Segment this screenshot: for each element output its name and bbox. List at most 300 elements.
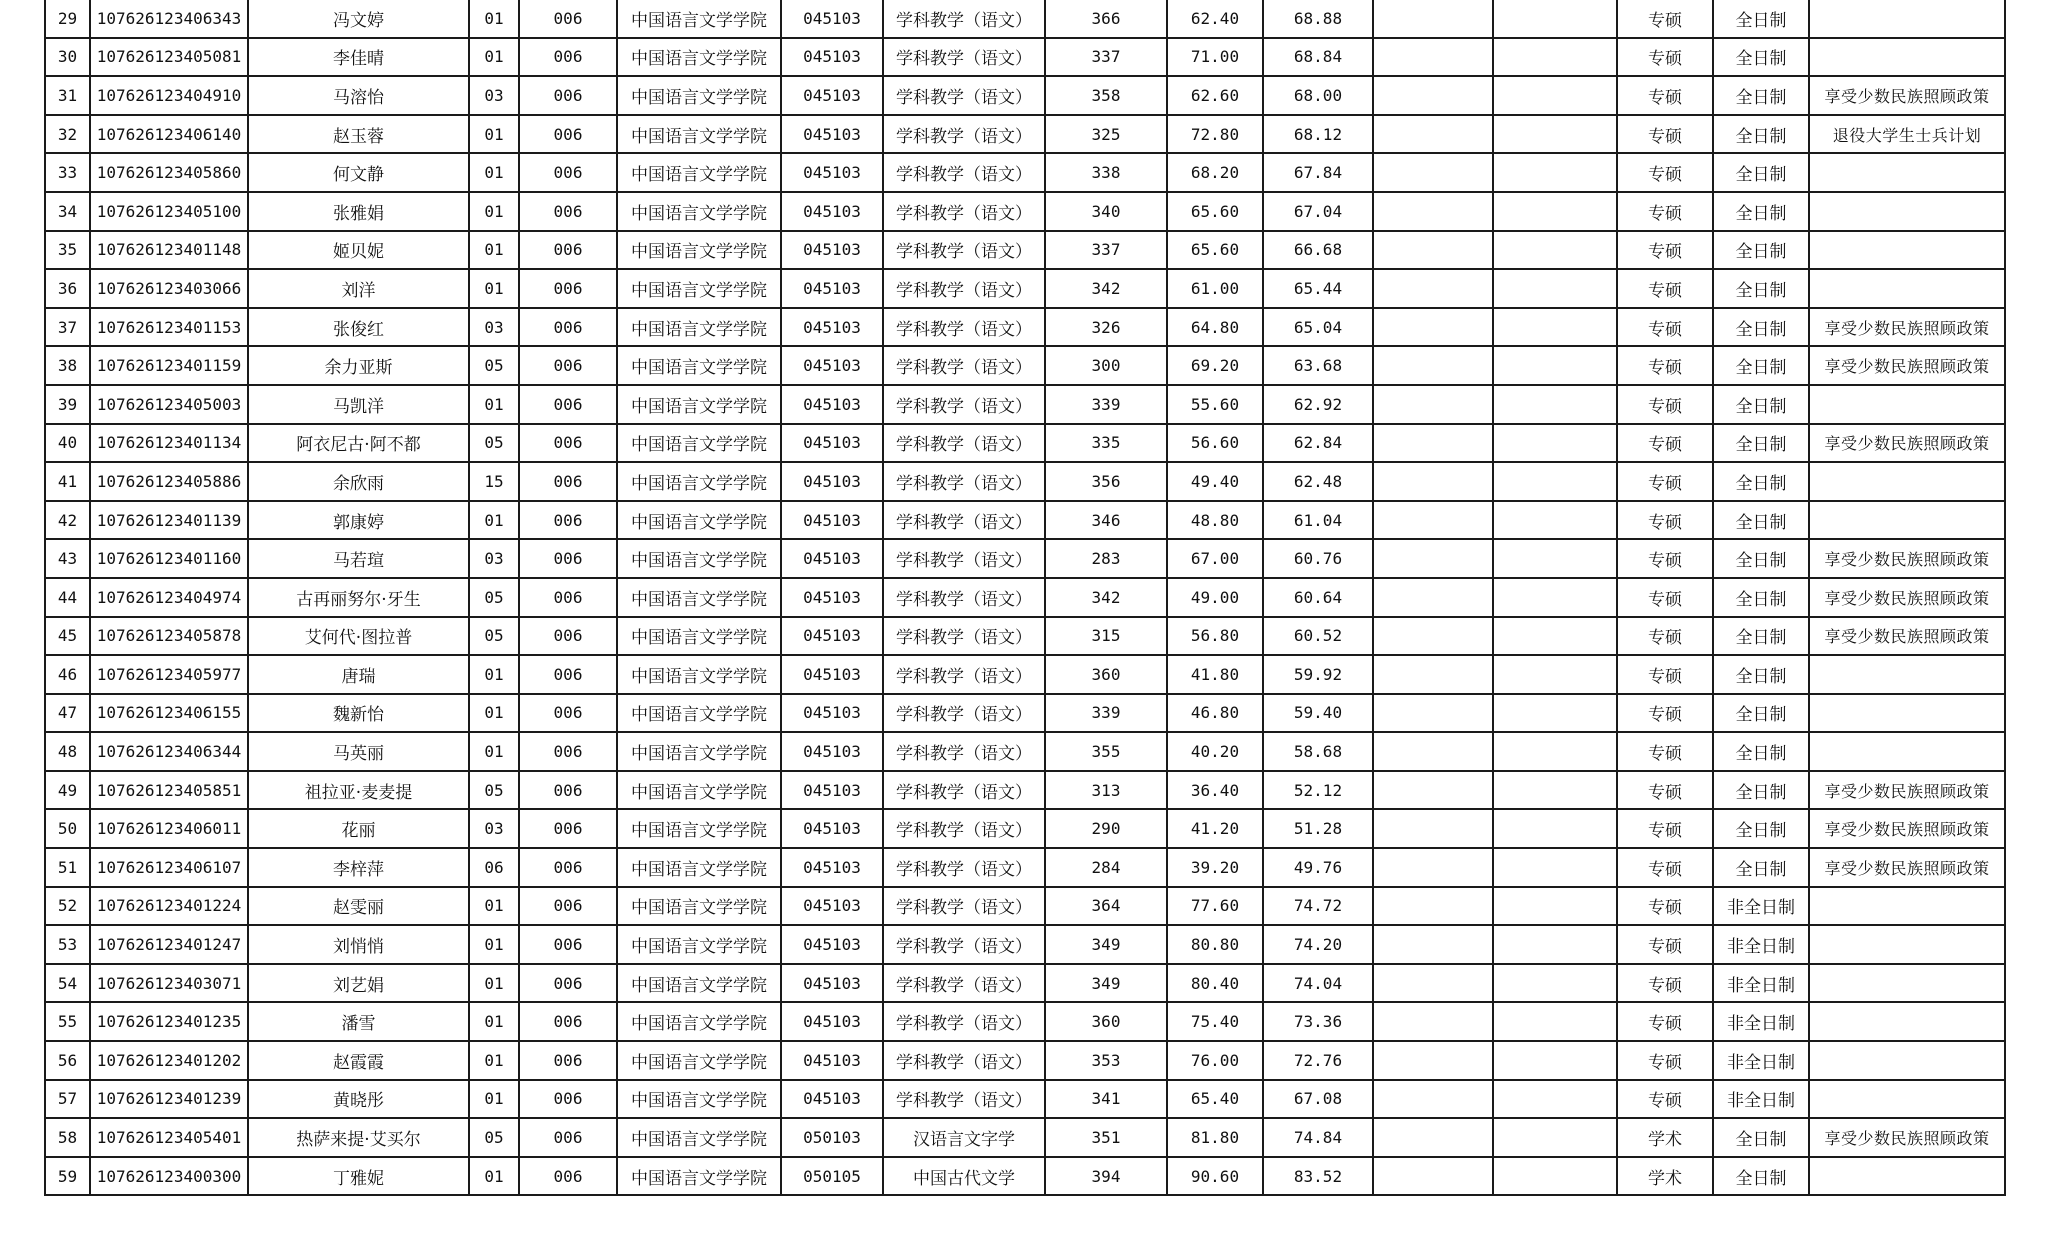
college-name-cell: 中国语言文学学院 [617, 578, 781, 617]
major-name-cell: 学科教学（语文） [883, 501, 1045, 540]
degree-type-cell: 专硕 [1617, 964, 1713, 1003]
blank-col-2-cell [1493, 424, 1617, 463]
initial-score-cell: 300 [1045, 346, 1167, 385]
major-name-cell: 学科教学（语文） [883, 76, 1045, 115]
table-row [45, 308, 2005, 347]
exam-id-cell: 107626123401153 [90, 308, 248, 347]
total-score-cell: 73.36 [1263, 1002, 1373, 1041]
college-name-cell: 中国语言文学学院 [617, 153, 781, 192]
table-row [45, 501, 2005, 540]
blank-col-1-cell [1373, 655, 1493, 694]
blank-col-2-cell [1493, 385, 1617, 424]
candidate-name-cell: 李佳晴 [248, 38, 469, 77]
major-code-cell: 045103 [781, 385, 883, 424]
row-number-cell: 37 [45, 308, 90, 347]
blank-col-2-cell [1493, 115, 1617, 154]
candidate-name-cell: 何文静 [248, 153, 469, 192]
blank-col-1-cell [1373, 308, 1493, 347]
blank-col-2-cell [1493, 578, 1617, 617]
blank-col-2-cell [1493, 887, 1617, 926]
remark-cell [1809, 462, 2005, 501]
degree-type-cell: 专硕 [1617, 462, 1713, 501]
major-code-cell: 045103 [781, 269, 883, 308]
major-code-cell: 045103 [781, 578, 883, 617]
candidate-name-cell: 热萨来提·艾买尔 [248, 1118, 469, 1157]
major-name-cell: 学科教学（语文） [883, 38, 1045, 77]
table-row [45, 617, 2005, 656]
degree-type-cell: 专硕 [1617, 192, 1713, 231]
table-row [45, 732, 2005, 771]
initial-score-cell: 342 [1045, 269, 1167, 308]
candidate-name-cell: 花丽 [248, 809, 469, 848]
dept-code-cell: 006 [519, 964, 617, 1003]
row-number-cell: 48 [45, 732, 90, 771]
study-mode-cell: 非全日制 [1713, 1041, 1809, 1080]
initial-score-cell: 356 [1045, 462, 1167, 501]
blank-col-2-cell [1493, 539, 1617, 578]
exam-id-cell: 107626123405851 [90, 771, 248, 810]
remark-cell [1809, 1002, 2005, 1041]
blank-col-2-cell [1493, 0, 1617, 38]
study-mode-cell: 全日制 [1713, 76, 1809, 115]
row-number-cell: 46 [45, 655, 90, 694]
remark-cell: 享受少数民族照顾政策 [1809, 308, 2005, 347]
remark-cell [1809, 269, 2005, 308]
row-number-cell: 49 [45, 771, 90, 810]
remark-cell: 享受少数民族照顾政策 [1809, 539, 2005, 578]
blank-col-2-cell [1493, 1041, 1617, 1080]
blank-col-2-cell [1493, 1080, 1617, 1119]
category-code-cell: 01 [469, 1157, 519, 1196]
college-name-cell: 中国语言文学学院 [617, 308, 781, 347]
major-name-cell: 学科教学（语文） [883, 115, 1045, 154]
candidate-name-cell: 阿衣尼古·阿不都 [248, 424, 469, 463]
study-mode-cell: 全日制 [1713, 617, 1809, 656]
initial-score-cell: 342 [1045, 578, 1167, 617]
remark-cell: 退役大学生士兵计划 [1809, 115, 2005, 154]
dept-code-cell: 006 [519, 1041, 617, 1080]
row-number-cell: 52 [45, 887, 90, 926]
blank-col-1-cell [1373, 192, 1493, 231]
major-name-cell: 学科教学（语文） [883, 153, 1045, 192]
dept-code-cell: 006 [519, 346, 617, 385]
blank-col-1-cell [1373, 38, 1493, 77]
retest-score-cell: 62.60 [1167, 76, 1263, 115]
blank-col-1-cell [1373, 501, 1493, 540]
initial-score-cell: 351 [1045, 1118, 1167, 1157]
remark-cell [1809, 1157, 2005, 1196]
retest-score-cell: 80.80 [1167, 925, 1263, 964]
degree-type-cell: 专硕 [1617, 694, 1713, 733]
candidate-name-cell: 马凯洋 [248, 385, 469, 424]
category-code-cell: 01 [469, 192, 519, 231]
candidate-name-cell: 马若瑄 [248, 539, 469, 578]
initial-score-cell: 364 [1045, 887, 1167, 926]
row-number-cell: 54 [45, 964, 90, 1003]
blank-col-1-cell [1373, 809, 1493, 848]
blank-col-1-cell [1373, 153, 1493, 192]
blank-col-1-cell [1373, 346, 1493, 385]
college-name-cell: 中国语言文学学院 [617, 964, 781, 1003]
table-row [45, 578, 2005, 617]
retest-score-cell: 40.20 [1167, 732, 1263, 771]
major-code-cell: 045103 [781, 76, 883, 115]
retest-score-cell: 69.20 [1167, 346, 1263, 385]
dept-code-cell: 006 [519, 578, 617, 617]
table-row [45, 1002, 2005, 1041]
retest-score-cell: 71.00 [1167, 38, 1263, 77]
study-mode-cell: 全日制 [1713, 539, 1809, 578]
major-name-cell: 学科教学（语文） [883, 655, 1045, 694]
degree-type-cell: 专硕 [1617, 308, 1713, 347]
category-code-cell: 01 [469, 0, 519, 38]
total-score-cell: 59.40 [1263, 694, 1373, 733]
degree-type-cell: 专硕 [1617, 76, 1713, 115]
blank-col-1-cell [1373, 462, 1493, 501]
table-row [45, 76, 2005, 115]
exam-id-cell: 107626123401202 [90, 1041, 248, 1080]
retest-score-cell: 65.60 [1167, 231, 1263, 270]
major-name-cell: 学科教学（语文） [883, 231, 1045, 270]
exam-id-cell: 107626123401247 [90, 925, 248, 964]
total-score-cell: 62.84 [1263, 424, 1373, 463]
major-name-cell: 学科教学（语文） [883, 771, 1045, 810]
blank-col-1-cell [1373, 1002, 1493, 1041]
blank-col-1-cell [1373, 964, 1493, 1003]
exam-id-cell: 107626123406344 [90, 732, 248, 771]
table-row [45, 153, 2005, 192]
study-mode-cell: 全日制 [1713, 346, 1809, 385]
blank-col-1-cell [1373, 539, 1493, 578]
college-name-cell: 中国语言文学学院 [617, 424, 781, 463]
major-name-cell: 学科教学（语文） [883, 462, 1045, 501]
retest-score-cell: 75.40 [1167, 1002, 1263, 1041]
category-code-cell: 01 [469, 1002, 519, 1041]
college-name-cell: 中国语言文学学院 [617, 231, 781, 270]
initial-score-cell: 358 [1045, 76, 1167, 115]
candidate-name-cell: 丁雅妮 [248, 1157, 469, 1196]
study-mode-cell: 全日制 [1713, 1157, 1809, 1196]
blank-col-1-cell [1373, 76, 1493, 115]
candidate-name-cell: 赵霞霞 [248, 1041, 469, 1080]
initial-score-cell: 349 [1045, 964, 1167, 1003]
blank-col-1-cell [1373, 1157, 1493, 1196]
total-score-cell: 74.04 [1263, 964, 1373, 1003]
college-name-cell: 中国语言文学学院 [617, 1157, 781, 1196]
major-name-cell: 学科教学（语文） [883, 887, 1045, 926]
major-code-cell: 045103 [781, 153, 883, 192]
category-code-cell: 01 [469, 694, 519, 733]
remark-cell: 享受少数民族照顾政策 [1809, 771, 2005, 810]
degree-type-cell: 学术 [1617, 1157, 1713, 1196]
major-code-cell: 045103 [781, 501, 883, 540]
category-code-cell: 05 [469, 346, 519, 385]
category-code-cell: 03 [469, 308, 519, 347]
row-number-cell: 44 [45, 578, 90, 617]
remark-cell: 享受少数民族照顾政策 [1809, 809, 2005, 848]
study-mode-cell: 全日制 [1713, 269, 1809, 308]
category-code-cell: 05 [469, 771, 519, 810]
study-mode-cell: 全日制 [1713, 385, 1809, 424]
row-number-cell: 29 [45, 0, 90, 38]
initial-score-cell: 325 [1045, 115, 1167, 154]
row-number-cell: 47 [45, 694, 90, 733]
college-name-cell: 中国语言文学学院 [617, 385, 781, 424]
remark-cell [1809, 501, 2005, 540]
remark-cell [1809, 385, 2005, 424]
major-code-cell: 045103 [781, 694, 883, 733]
row-number-cell: 39 [45, 385, 90, 424]
remark-cell [1809, 887, 2005, 926]
degree-type-cell: 专硕 [1617, 153, 1713, 192]
study-mode-cell: 全日制 [1713, 694, 1809, 733]
blank-col-2-cell [1493, 192, 1617, 231]
retest-score-cell: 56.80 [1167, 617, 1263, 656]
major-name-cell: 学科教学（语文） [883, 385, 1045, 424]
exam-id-cell: 107626123404910 [90, 76, 248, 115]
major-code-cell: 050105 [781, 1157, 883, 1196]
exam-id-cell: 107626123405886 [90, 462, 248, 501]
exam-id-cell: 107626123401148 [90, 231, 248, 270]
blank-col-1-cell [1373, 578, 1493, 617]
major-code-cell: 045103 [781, 887, 883, 926]
retest-score-cell: 81.80 [1167, 1118, 1263, 1157]
candidate-name-cell: 刘悄悄 [248, 925, 469, 964]
blank-col-2-cell [1493, 346, 1617, 385]
table-row [45, 771, 2005, 810]
degree-type-cell: 专硕 [1617, 0, 1713, 38]
exam-id-cell: 107626123406107 [90, 848, 248, 887]
remark-cell: 享受少数民族照顾政策 [1809, 76, 2005, 115]
college-name-cell: 中国语言文学学院 [617, 1002, 781, 1041]
category-code-cell: 01 [469, 732, 519, 771]
remark-cell [1809, 694, 2005, 733]
dept-code-cell: 006 [519, 231, 617, 270]
initial-score-cell: 315 [1045, 617, 1167, 656]
table-row [45, 887, 2005, 926]
retest-score-cell: 65.60 [1167, 192, 1263, 231]
college-name-cell: 中国语言文学学院 [617, 771, 781, 810]
retest-score-cell: 48.80 [1167, 501, 1263, 540]
remark-cell [1809, 38, 2005, 77]
retest-score-cell: 36.40 [1167, 771, 1263, 810]
exam-id-cell: 107626123406011 [90, 809, 248, 848]
major-code-cell: 045103 [781, 115, 883, 154]
remark-cell [1809, 655, 2005, 694]
total-score-cell: 67.08 [1263, 1080, 1373, 1119]
total-score-cell: 68.88 [1263, 0, 1373, 38]
major-name-cell: 学科教学（语文） [883, 578, 1045, 617]
study-mode-cell: 全日制 [1713, 38, 1809, 77]
total-score-cell: 49.76 [1263, 848, 1373, 887]
initial-score-cell: 335 [1045, 424, 1167, 463]
row-number-cell: 40 [45, 424, 90, 463]
college-name-cell: 中国语言文学学院 [617, 1041, 781, 1080]
degree-type-cell: 专硕 [1617, 38, 1713, 77]
blank-col-2-cell [1493, 76, 1617, 115]
degree-type-cell: 专硕 [1617, 732, 1713, 771]
dept-code-cell: 006 [519, 269, 617, 308]
study-mode-cell: 全日制 [1713, 192, 1809, 231]
study-mode-cell: 全日制 [1713, 308, 1809, 347]
retest-score-cell: 49.00 [1167, 578, 1263, 617]
retest-score-cell: 55.60 [1167, 385, 1263, 424]
initial-score-cell: 366 [1045, 0, 1167, 38]
category-code-cell: 03 [469, 539, 519, 578]
candidate-name-cell: 姬贝妮 [248, 231, 469, 270]
remark-cell [1809, 925, 2005, 964]
dept-code-cell: 006 [519, 424, 617, 463]
remark-cell [1809, 1041, 2005, 1080]
total-score-cell: 59.92 [1263, 655, 1373, 694]
major-code-cell: 045103 [781, 848, 883, 887]
blank-col-2-cell [1493, 38, 1617, 77]
degree-type-cell: 专硕 [1617, 231, 1713, 270]
category-code-cell: 05 [469, 424, 519, 463]
blank-col-2-cell [1493, 617, 1617, 656]
blank-col-2-cell [1493, 925, 1617, 964]
remark-cell: 享受少数民族照顾政策 [1809, 346, 2005, 385]
exam-id-cell: 107626123405081 [90, 38, 248, 77]
dept-code-cell: 006 [519, 38, 617, 77]
candidate-name-cell: 马英丽 [248, 732, 469, 771]
table-row [45, 655, 2005, 694]
initial-score-cell: 284 [1045, 848, 1167, 887]
major-name-cell: 学科教学（语文） [883, 848, 1045, 887]
candidate-name-cell: 张俊红 [248, 308, 469, 347]
table-row [45, 424, 2005, 463]
initial-score-cell: 360 [1045, 655, 1167, 694]
exam-id-cell: 107626123400300 [90, 1157, 248, 1196]
remark-cell [1809, 231, 2005, 270]
major-code-cell: 045103 [781, 617, 883, 656]
college-name-cell: 中国语言文学学院 [617, 732, 781, 771]
major-name-cell: 学科教学（语文） [883, 0, 1045, 38]
major-code-cell: 045103 [781, 655, 883, 694]
degree-type-cell: 专硕 [1617, 385, 1713, 424]
major-code-cell: 045103 [781, 0, 883, 38]
dept-code-cell: 006 [519, 385, 617, 424]
retest-score-cell: 41.80 [1167, 655, 1263, 694]
total-score-cell: 68.84 [1263, 38, 1373, 77]
remark-cell [1809, 0, 2005, 38]
candidate-name-cell: 祖拉亚·麦麦提 [248, 771, 469, 810]
initial-score-cell: 326 [1045, 308, 1167, 347]
major-name-cell: 学科教学（语文） [883, 809, 1045, 848]
table-row [45, 1118, 2005, 1157]
dept-code-cell: 006 [519, 887, 617, 926]
exam-id-cell: 107626123405100 [90, 192, 248, 231]
candidate-name-cell: 冯文婷 [248, 0, 469, 38]
candidate-name-cell: 马溶怡 [248, 76, 469, 115]
major-name-cell: 学科教学（语文） [883, 1002, 1045, 1041]
major-name-cell: 学科教学（语文） [883, 617, 1045, 656]
retest-score-cell: 39.20 [1167, 848, 1263, 887]
dept-code-cell: 006 [519, 925, 617, 964]
dept-code-cell: 006 [519, 539, 617, 578]
dept-code-cell: 006 [519, 617, 617, 656]
total-score-cell: 68.12 [1263, 115, 1373, 154]
blank-col-1-cell [1373, 115, 1493, 154]
row-number-cell: 43 [45, 539, 90, 578]
dept-code-cell: 006 [519, 192, 617, 231]
dept-code-cell: 006 [519, 1157, 617, 1196]
table-row [45, 0, 2005, 38]
retest-score-cell: 41.20 [1167, 809, 1263, 848]
initial-score-cell: 337 [1045, 231, 1167, 270]
total-score-cell: 62.48 [1263, 462, 1373, 501]
total-score-cell: 62.92 [1263, 385, 1373, 424]
table-row [45, 848, 2005, 887]
row-number-cell: 57 [45, 1080, 90, 1119]
total-score-cell: 65.04 [1263, 308, 1373, 347]
blank-col-2-cell [1493, 848, 1617, 887]
row-number-cell: 35 [45, 231, 90, 270]
total-score-cell: 83.52 [1263, 1157, 1373, 1196]
retest-score-cell: 90.60 [1167, 1157, 1263, 1196]
blank-col-2-cell [1493, 501, 1617, 540]
initial-score-cell: 290 [1045, 809, 1167, 848]
major-name-cell: 学科教学（语文） [883, 694, 1045, 733]
college-name-cell: 中国语言文学学院 [617, 809, 781, 848]
blank-col-2-cell [1493, 1118, 1617, 1157]
table-row [45, 385, 2005, 424]
initial-score-cell: 394 [1045, 1157, 1167, 1196]
blank-col-1-cell [1373, 694, 1493, 733]
blank-col-1-cell [1373, 269, 1493, 308]
blank-col-2-cell [1493, 771, 1617, 810]
row-number-cell: 55 [45, 1002, 90, 1041]
blank-col-1-cell [1373, 1118, 1493, 1157]
row-number-cell: 58 [45, 1118, 90, 1157]
exam-id-cell: 107626123405401 [90, 1118, 248, 1157]
major-name-cell: 学科教学（语文） [883, 539, 1045, 578]
major-name-cell: 学科教学（语文） [883, 925, 1045, 964]
degree-type-cell: 学术 [1617, 1118, 1713, 1157]
candidate-name-cell: 魏新怡 [248, 694, 469, 733]
table-row [45, 462, 2005, 501]
major-code-cell: 045103 [781, 38, 883, 77]
blank-col-1-cell [1373, 231, 1493, 270]
retest-score-cell: 77.60 [1167, 887, 1263, 926]
study-mode-cell: 全日制 [1713, 462, 1809, 501]
total-score-cell: 66.68 [1263, 231, 1373, 270]
exam-id-cell: 107626123405003 [90, 385, 248, 424]
candidate-name-cell: 余力亚斯 [248, 346, 469, 385]
remark-cell [1809, 964, 2005, 1003]
category-code-cell: 03 [469, 76, 519, 115]
row-number-cell: 59 [45, 1157, 90, 1196]
total-score-cell: 61.04 [1263, 501, 1373, 540]
initial-score-cell: 353 [1045, 1041, 1167, 1080]
initial-score-cell: 283 [1045, 539, 1167, 578]
college-name-cell: 中国语言文学学院 [617, 38, 781, 77]
table-row [45, 964, 2005, 1003]
candidate-name-cell: 张雅娟 [248, 192, 469, 231]
college-name-cell: 中国语言文学学院 [617, 617, 781, 656]
college-name-cell: 中国语言文学学院 [617, 269, 781, 308]
study-mode-cell: 全日制 [1713, 771, 1809, 810]
total-score-cell: 74.84 [1263, 1118, 1373, 1157]
remark-cell [1809, 192, 2005, 231]
major-name-cell: 学科教学（语文） [883, 1080, 1045, 1119]
study-mode-cell: 非全日制 [1713, 925, 1809, 964]
major-code-cell: 045103 [781, 809, 883, 848]
college-name-cell: 中国语言文学学院 [617, 694, 781, 733]
blank-col-2-cell [1493, 269, 1617, 308]
study-mode-cell: 非全日制 [1713, 1002, 1809, 1041]
study-mode-cell: 非全日制 [1713, 1080, 1809, 1119]
